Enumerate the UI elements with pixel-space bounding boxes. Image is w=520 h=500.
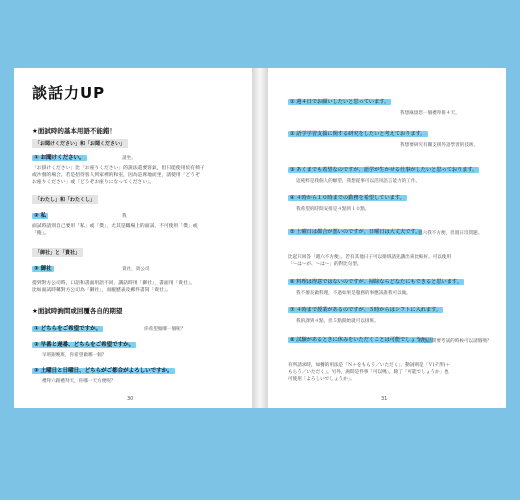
right-page <box>268 68 506 408</box>
section-heading-preferences: ★面試時詢問或回覆各自的期望 <box>32 307 123 315</box>
explanation-line: 面試時請別自己要用「私」或「僕」，尤其是職場上的面試，不可使用「僕」或 <box>32 224 198 229</box>
page-title: 談話力UP <box>32 84 106 102</box>
example-5-translation: 週六我不方便，但週日沒問題。 <box>418 231 483 236</box>
note-line: 有所請求時，如餐的用法是「Ｎ＋をもらう／いただく」、動詞則是「Ｖ(テ形)＋ <box>288 363 451 368</box>
example-2: ② 語学学習支援に関する研究をしたいと考えております。 <box>290 131 426 137</box>
phrase-1: ① お聞けください。 <box>34 155 85 161</box>
page-number: 30 <box>127 396 134 402</box>
term-tag-watashi: 「わたし」和「わたくし」 <box>32 195 98 204</box>
section-heading-basic-terms: ★面試時的基本用語不能錯！ <box>32 127 116 135</box>
page-number: 31 <box>381 396 388 402</box>
note-line: もらう／いただく」。另外，詢問是件事「可以嗎」，除了「可能でしょうか」也 <box>288 370 449 375</box>
example-8-translation: 我想請問要考試的時候可以請假嗎？ <box>418 339 492 344</box>
question-3-translation: 禮拜六跟禮拜天，你哪一天方便呢？ <box>42 379 116 384</box>
note-line: 可使用「よろしいでしょうか」。 <box>288 377 355 382</box>
phrase-3-translation: 貴社，貴公司 <box>122 267 150 272</box>
example-8: ⑧ 試験があるときに休みをいただくことは可能でしょうか。 <box>290 337 432 343</box>
question-3: ③ 土曜日と日曜日、どちらがご都合がよろしいですか。 <box>34 368 173 374</box>
phrase-2: ② 私 <box>34 213 47 219</box>
term-tag-onsha: 「御社」と「貴社」 <box>32 248 83 257</box>
question-2-translation: 早班跟晚班，你希望做哪一個？ <box>42 353 107 358</box>
example-1-translation: 我想麻煩您一個禮拜排４天。 <box>400 111 460 116</box>
example-4: ④ ４時から１０時までの勤務を希望しています。 <box>290 195 405 201</box>
question-1-translation: 你希望做哪一個呢？ <box>144 327 186 332</box>
note-line: 比起只回答「週六不方便」，若有其他日子可以排班請先講出來比較好。可以使用 <box>288 255 452 260</box>
example-6-translation: 我不擅長做料理，不過如果是服務的事應該誰我可以做。 <box>296 291 411 296</box>
example-7: ⑦ ４時まで授業があるのですが、５時からはシフトに入れます。 <box>290 307 442 313</box>
question-2: ② 早番と遅番、どちらをご希望ですか。 <box>34 342 135 348</box>
explanation-line: お座りください」或「どうぞお座りになってください」。 <box>32 180 155 185</box>
example-7-translation: 我的課到４點，但５點開始就可以排班。 <box>296 319 379 324</box>
example-5: ⑤ 土曜日は都合が悪いのですが、日曜日は大丈夫です。 <box>290 229 421 235</box>
example-1: ① 週４日でお願いしたいと思っています。 <box>290 99 390 105</box>
example-3: ③ あくまでも希望なのですが、語学が生かせる仕事がしたいと思っております。 <box>290 167 478 173</box>
example-4-translation: 我希望的時間安排是４點到１０點。 <box>296 207 370 212</box>
left-page <box>14 68 252 408</box>
book-spine <box>252 68 268 408</box>
phrase-3: ③ 御社 <box>34 266 52 272</box>
explanation-line: 或沙發的場合。若是招待客人到家裡的和室，因為是席地而坐，請使用「どうぞ <box>32 173 200 178</box>
explanation-line: 「お掛けください」比「お座りください」的說法還要客氣，但只能使用於有椅子 <box>32 166 205 171</box>
example-6: ⑥ 料理は得意ではないのですが、掃除ならどなたにもできると思います。 <box>290 279 462 285</box>
note-line: 「〜は〜が、〜は〜」的對比句型。 <box>288 262 362 267</box>
example-3-translation: 這純粹是我個人的願望，我想從事可以活用語言能力的工作。 <box>296 179 421 184</box>
phrase-1-translation: 請坐。 <box>122 156 136 161</box>
phrase-2-translation: 我 <box>122 214 127 219</box>
term-tag-okake: 「お聞けください」和「お聞ください」 <box>32 139 128 148</box>
explanation-line: 提到對方公司時，口語和書面用語不同，講話時用「御社」，書面用「貴社」。 <box>32 281 196 286</box>
explanation-line: 「俺」。 <box>32 231 49 236</box>
question-1: ① どちらをご希望ですか。 <box>34 326 102 332</box>
example-2-translation: 我想要研究有關支援外語學習的技術。 <box>400 143 479 148</box>
explanation-line: 比如面試時稱對方公司為「御社」，而履歷表及郵件書寫「貴社」。 <box>32 288 172 293</box>
